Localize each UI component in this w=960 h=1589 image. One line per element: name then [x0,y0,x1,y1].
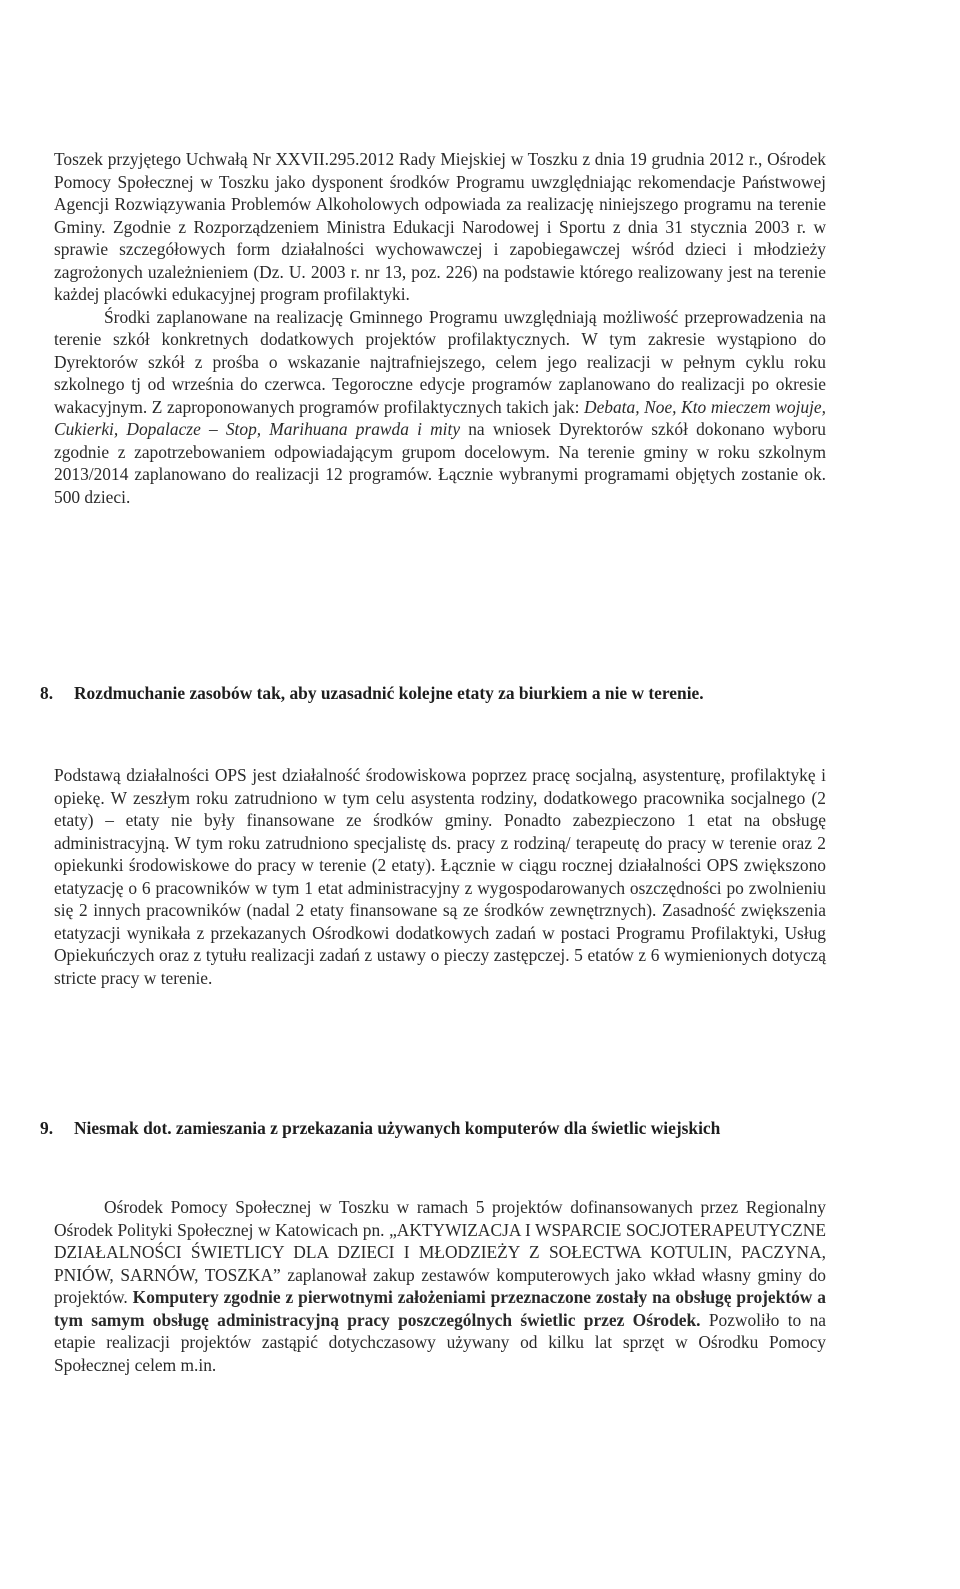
section-title: Rozdmuchanie zasobów tak, aby uzasadnić kolejne etaty za biurkiem a nie w terenie. [74,683,704,703]
program-names: Debata, Noe, Kto mieczem wojuje, Cukierki, Dopalacze – Stop, Marihuana prawda i mity [54,396,827,439]
section-number: 8. [40,683,54,703]
section-8-body [54,764,826,989]
paragraph: Podstawą działalności OPS jest działalność środowiskowa poprzez pracę socjalną, asystenturę, profilaktykę i opiekę. W zeszłym roku zatrudniono w tym celu asystenta rodziny, dodatkowego pracownika socjalnego (2 etaty) – etaty nie były finansowane ze środków gminy. Ponadto zabezpieczono 1 etat na obsługę administracyjną. W tym roku zatrudniono specjalistę ds. pracy z rodziną/ terapeutę do pracy w terenie oraz 2 opiekunki środowiskowe do pracy w terenie (2 etaty). Łącznie w ciągu rocznej działalności OPS zwiększono etatyzację o 6 pracowników w tym 1 etat administracyjny z wygospodarowanych oszczędności po zwolnieniu się 2 innych pracowników (nadal 2 etaty finansowane są ze środków zewnętrznych). Zasadność zwiększenia etatyzacji wynikała z przekazanych Ośrodkowi dodatkowych zadań w postaci Programu Profilaktyki, Usług Opiekuńczych oraz z tytułu realizacji zadań z ustawy o pieczy zastępczej. 5 etatów z 6 wymienionych dotyczą stricte pracy w terenie. [54,765,826,988]
section-8-heading [40,682,826,705]
paragraph: Toszek przyjętego Uchwałą Nr XXVII.295.2012 Rady Miejskiej w Toszku z dnia 19 grudnia 2012 r., Ośrodek Pomocy Społecznej w Toszku jako dysponent środków Programu uwzględniając rekomendacje Państwowej Agencji Rozwiązywania Problemów Alkoholowych odpowiada za realizację niniejszego programu na terenie Gminy. Zgodnie z Rozporządzeniem Ministra Edukacji Narodowej i Sportu z dnia 31 stycznia 2003 r. w sprawie szczegółowych form działalności wychowawczej i zapobiegawczej wśród dzieci i młodzieży zagrożonych uzależnieniem (Dz. U. 2003 r. nr 13, poz. 226) na podstawie którego realizowany jest na terenie każdej placówki edukacyjnej program profilaktyki. [54,149,826,304]
emphasis-text: Komputery zgodnie z pierwotnymi założeniami przeznaczone zostały na obsługę projektów a tym samym obsługę administracyjną pracy poszczególnych świetlic przez Ośrodek. [54,1287,826,1330]
section-9-body [54,1196,826,1376]
paragraph-text: na wniosek Dyrektorów szkół dokonano wyboru zgodnie z zapotrzebowaniem odpowiadającym grupom docelowym. Na terenie gminy w roku szkolnym 2013/2014 zaplanowano do realizacji 12 programów. Łącznie wybranymi programami objętych zostanie ok. 500 dzieci. [54,419,826,507]
paragraph [54,1196,826,1376]
paragraph [54,306,826,509]
paragraph-text: Środki zaplanowane na realizację Gminnego Programu uwzględniają możliwość przeprowadzenia na terenie szkół konkretnych dodatkowych projektów profilaktycznych. W tym zakresie wystąpiono do Dyrektorów szkół z prośba o wskazanie najtrafniejszego, celem jego realizacji w pełnym cyklu roku szkolnego tj od września do czerwca. Tegoroczne edycje programów zaplanowano do realizacji po okresie wakacyjnym. Z zaproponowanych programów profilaktycznych takich jak: [54,306,826,417]
section-9-heading [40,1117,826,1140]
intro-block [54,148,826,508]
section-number: 9. [40,1118,54,1138]
paragraph-text: Ośrodek Pomocy Społecznej w Toszku w ramach 5 projektów dofinansowanych przez Regionalny Ośrodek Polityki Społecznej w Katowicach pn. „AKTYWIZACJA I WSPARCIE SOCJOTERAPEUTYCZNE DZIAŁALNOŚCI ŚWIETLICY DLA DZIECI I MŁODZIEŻY Z SOŁECTWA KOTULIN, PACZYNA, PNIÓW, SARNÓW, TOSZKA” zaplanował zakup zestawów komputerowych jako wkład własny gminy do projektów. [54,1197,826,1307]
paragraph-text: Pozwoliło to na etapie realizacji projektów zastąpić dotychczasowy używany od kilku lat sprzęt w Ośrodku Pomocy Społecznej celem m.in. [54,1309,826,1375]
section-title: Niesmak dot. zamieszania z przekazania używanych komputerów dla świetlic wiejskich [74,1118,721,1138]
